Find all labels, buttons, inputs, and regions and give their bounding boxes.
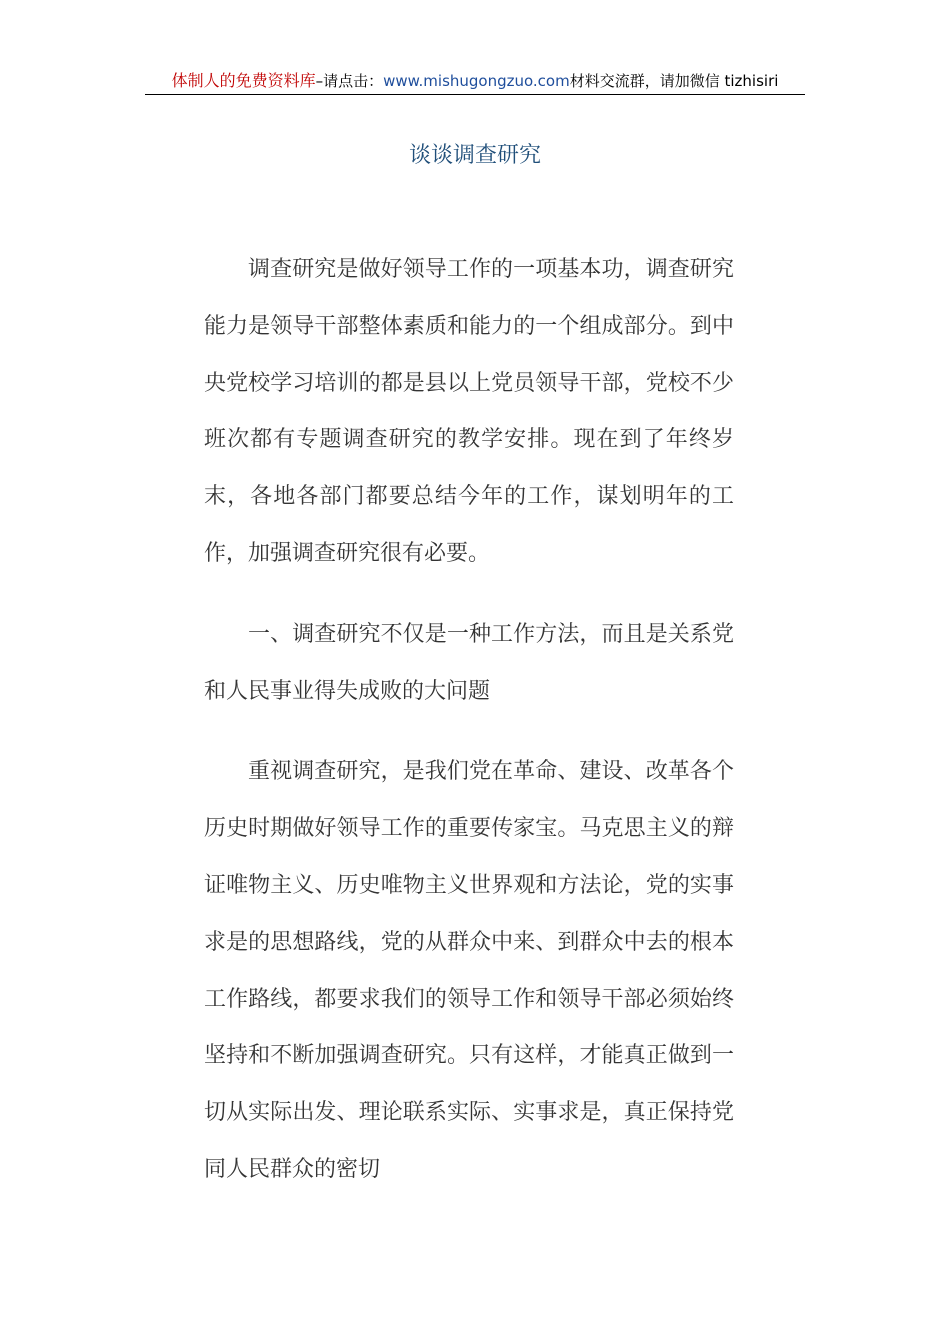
site-name: 体制人的免费资料库 <box>171 71 316 90</box>
paragraph-section-1: 重视调查研究，是我们党在革命、建设、改革各个历史时期做好领导工作的重要传家宝。马克思主义的辩证唯物主义、历史唯物主义世界观和方法论，党的实事求是的思想路线，党的从群众中来、到群众中去的根本工作路线，都要求我们的领导工作和领导干部必须始终坚持和不断加强调查研究。只有这样，才能真正做到一切从实际出发、理论联系实际、实事求是，真正保持党同人民群众的密切 <box>204 759 734 1182</box>
paragraph-intro: 调查研究是做好领导工作的一项基本功，调查研究能力是领导干部整体素质和能力的一个组成部分。到中央党校学习培训的都是县以上党员领导干部，党校不少班次都有专题调查研究的教学安排。现在到了年终岁末，各地各部门都要总结今年的工作，谋划明年的工作，加强调查研究很有必要。 <box>204 257 734 566</box>
wechat-contact-text: 材料交流群，请加微信 tizhisiri <box>569 72 779 90</box>
click-prompt: –请点击： <box>315 72 384 90</box>
document-title: 谈谈调查研究 <box>408 143 541 168</box>
site-url-link[interactable]: www.mishugongzuo.com <box>383 72 570 90</box>
section-heading-1: 一、调查研究不仅是一种工作方法，而且是关系党和人民事业得失成败的大问题 <box>204 621 734 704</box>
page-header <box>145 70 805 95</box>
document-body <box>204 242 734 1223</box>
